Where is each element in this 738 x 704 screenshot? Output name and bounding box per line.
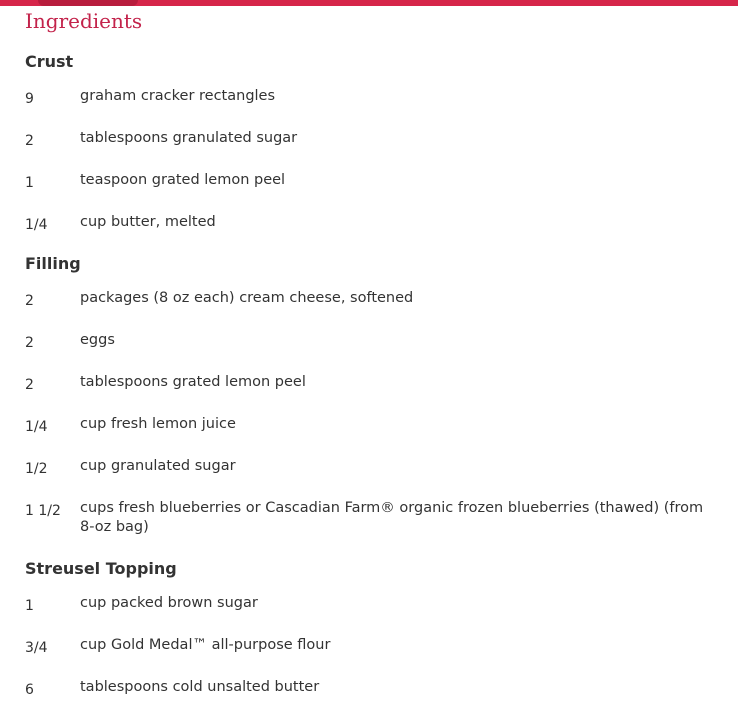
ingredient-quantity: 2 <box>25 335 34 351</box>
ingredient-quantity: 2 <box>25 377 34 393</box>
ingredient-quantity: 1 <box>25 598 34 614</box>
top-accent-notch <box>38 0 138 6</box>
ingredient-description: cup butter, melted <box>80 214 216 230</box>
ingredient-quantity: 1 <box>25 175 34 191</box>
section-heading-crust: Crust <box>25 52 74 71</box>
ingredient-description: cup granulated sugar <box>80 458 236 474</box>
ingredient-description: cup fresh lemon juice <box>80 416 236 432</box>
ingredient-quantity: 1/4 <box>25 419 48 435</box>
section-heading-streusel-topping: Streusel Topping <box>25 559 177 578</box>
ingredient-quantity: 6 <box>25 682 34 698</box>
ingredient-description: eggs <box>80 332 115 348</box>
ingredient-description: cup Gold Medal™ all-purpose flour <box>80 637 331 653</box>
page-title: Ingredients <box>25 9 143 33</box>
ingredient-description: cups fresh blueberries or Cascadian Farm® organic frozen blueberries (thawed) (from 8-oz bag) <box>80 500 704 535</box>
ingredient-quantity: 2 <box>25 293 34 309</box>
ingredient-description: cup packed brown sugar <box>80 595 258 611</box>
ingredient-quantity: 1/2 <box>25 461 48 477</box>
ingredient-description: graham cracker rectangles <box>80 88 276 104</box>
ingredient-quantity: 3/4 <box>25 640 48 656</box>
ingredient-description: tablespoons cold unsalted butter <box>80 679 320 695</box>
section-heading-filling: Filling <box>25 254 81 273</box>
ingredient-quantity: 9 <box>25 91 34 107</box>
ingredient-description: packages (8 oz each) cream cheese, softened <box>80 290 414 306</box>
ingredient-quantity: 1/4 <box>25 217 48 233</box>
ingredient-description: tablespoons grated lemon peel <box>80 374 306 390</box>
ingredient-description: tablespoons granulated sugar <box>80 130 298 146</box>
ingredient-quantity: 1 1/2 <box>25 503 61 519</box>
ingredient-quantity: 2 <box>25 133 34 149</box>
ingredient-description: teaspoon grated lemon peel <box>80 172 286 188</box>
